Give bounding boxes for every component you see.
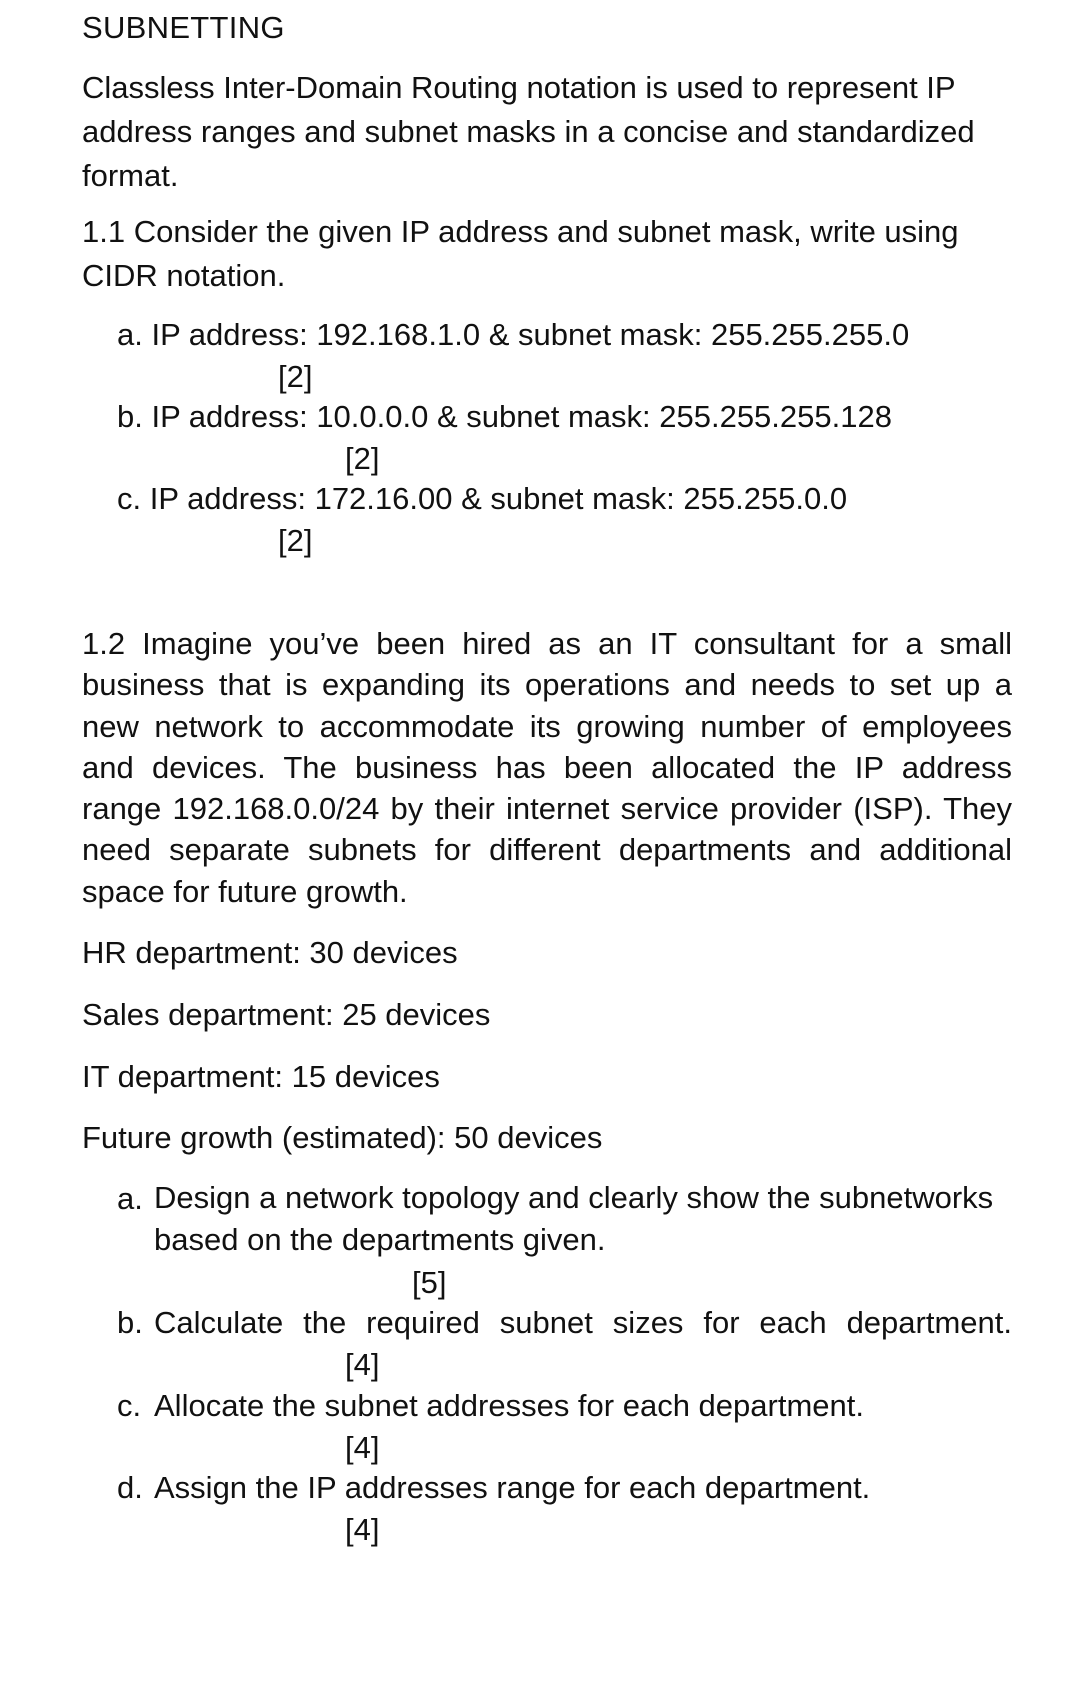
intro-paragraph: Classless Inter-Domain Routing notation is used to represent IP address ranges and subnet masks in a concise and standardized format. — [82, 70, 975, 193]
cidr-item-c-marks: [2] — [278, 523, 313, 558]
scenario-paragraph: 1.2 Imagine you’ve been hired as an IT consultant for a small business that is expanding its operations and needs to set up a new network to accommodate its growing number of employees and devices. The business has been allocated the IP address range 192.168.0.0/24 by their internet service provider (ISP). They need separate subnets for different departments and additional space for future growth. — [82, 626, 1012, 909]
task-a-text: Design a network topology and clearly show the subnetworks based on the departments given. — [154, 1180, 994, 1257]
task-b-line: Calculate the required subnet sizes for each department. — [154, 1305, 1012, 1340]
task-d-label: d. — [117, 1470, 143, 1505]
task-c-text: Allocate the subnet addresses for each department. — [154, 1388, 864, 1423]
task-d-text: Assign the IP addresses range for each department. — [154, 1470, 871, 1505]
page-title: SUBNETTING — [82, 10, 285, 45]
question-1-1-prompt: 1.1 Consider the given IP address and subnet mask, write using CIDR notation. — [82, 214, 959, 293]
task-c-label: c. — [117, 1388, 142, 1423]
cidr-item-b: b. IP address: 10.0.0.0 & subnet mask: 255.255.255.128 — [117, 399, 892, 434]
department-sales: Sales department: 25 devices — [82, 997, 491, 1032]
task-a-label: a. — [117, 1181, 143, 1216]
task-b-text — [154, 1301, 1012, 1345]
department-it: IT department: 15 devices — [82, 1059, 440, 1094]
cidr-item-a: a. IP address: 192.168.1.0 & subnet mask: 255.255.255.0 — [117, 317, 910, 352]
cidr-item-a-marks: [2] — [278, 359, 313, 394]
cidr-item-b-marks: [2] — [345, 441, 380, 476]
task-a-marks: [5] — [412, 1265, 447, 1300]
task-b-label: b. — [117, 1305, 143, 1340]
task-d-marks: [4] — [345, 1512, 380, 1547]
cidr-item-c: c. IP address: 172.16.00 & subnet mask: 255.255.0.0 — [117, 481, 848, 516]
task-c-marks: [4] — [345, 1430, 380, 1465]
department-hr: HR department: 30 devices — [82, 935, 458, 970]
task-b-marks: [4] — [345, 1347, 380, 1382]
future-growth: Future growth (estimated): 50 devices — [82, 1120, 603, 1155]
